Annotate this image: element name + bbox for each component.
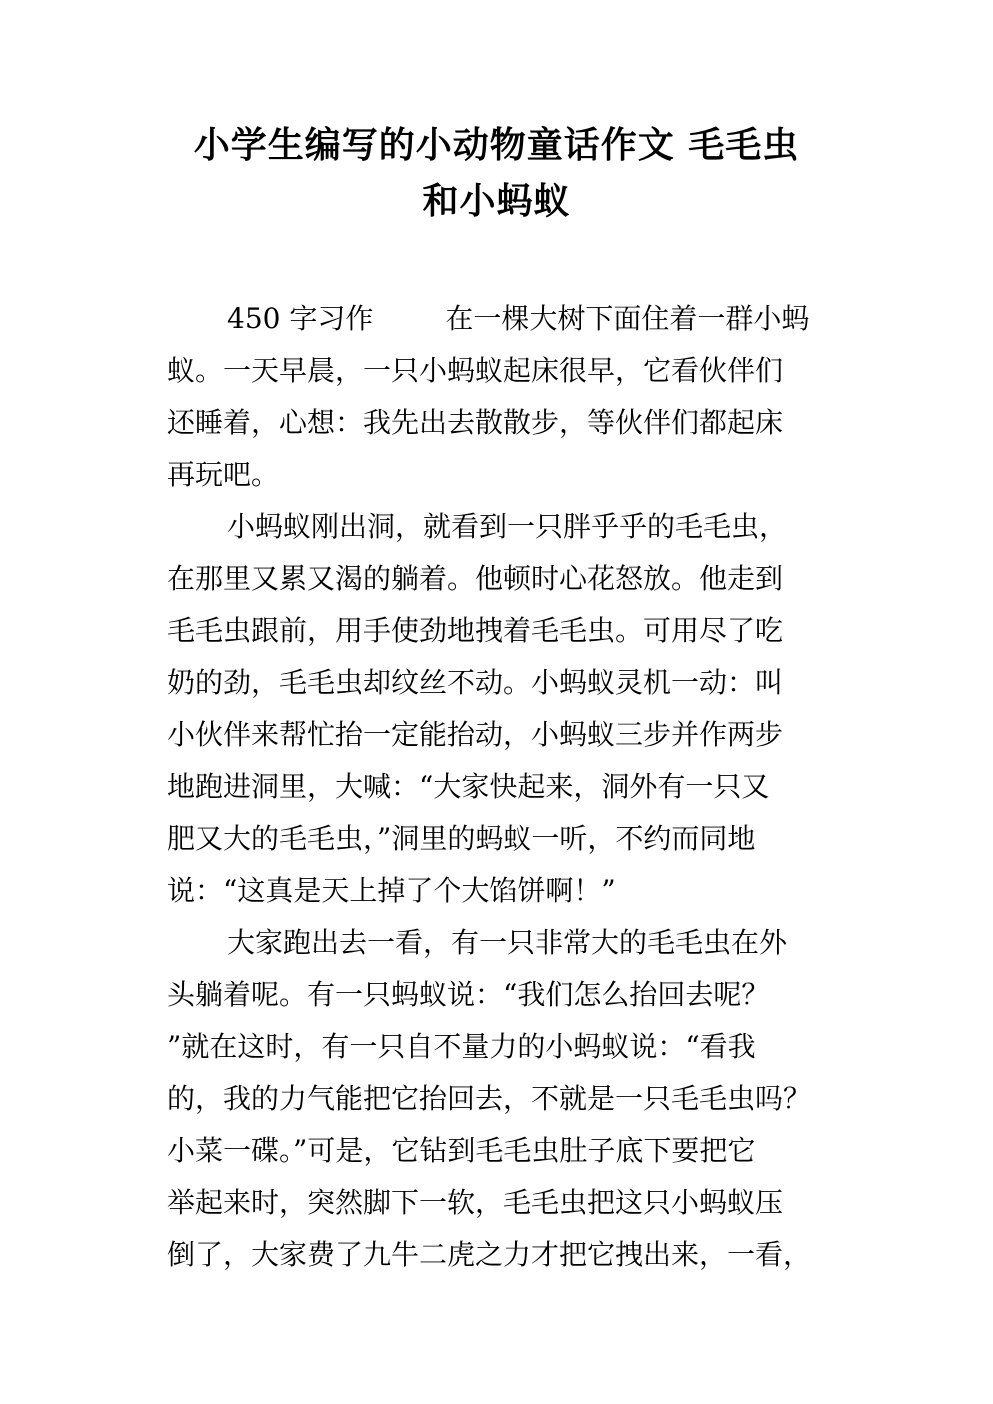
text-line: 还睡着，心想：我先出去散散步，等伙伴们都起床	[167, 406, 784, 439]
text-line: 举起来时，突然脚下一软，毛毛虫把这只小蚂蚁压	[167, 1186, 784, 1219]
paragraph	[167, 293, 827, 501]
text-line: 奶的劲，毛毛虫却纹丝不动。小蚂蚁灵机一动：叫	[167, 666, 784, 699]
text-line: 肥又大的毛毛虫，”洞里的蚂蚁一听，不约而同地	[167, 822, 756, 855]
text-line: 毛毛虫跟前，用手使劲地拽着毛毛虫。可用尽了吃	[167, 614, 784, 647]
paragraph	[167, 917, 827, 1281]
text-line: 倒了，大家费了九牛二虎之力才把它拽出来，一看，	[167, 1238, 812, 1271]
document-title	[150, 118, 843, 230]
title-line: 小学生编写的小动物童话作文 毛毛虫	[193, 125, 800, 166]
document-body	[167, 293, 827, 1281]
text-line: ”就在这时，有一只自不量力的小蚂蚁说：“看我	[167, 1030, 756, 1063]
text-line: 说：“这真是天上掉了个大馅饼啊！”	[167, 874, 616, 907]
text-line: 小伙伴来帮忙抬一定能抬动，小蚂蚁三步并作两步	[167, 718, 784, 751]
text-line: 大家跑出去一看，有一只非常大的毛毛虫在外	[227, 926, 788, 959]
paragraph	[167, 501, 827, 917]
title-line: 和小蚂蚁	[422, 181, 571, 222]
text-line: 头躺着呢。有一只蚂蚁说：“我们怎么抬回去呢？	[167, 978, 770, 1011]
text-line: 在那里又累又渴的躺着。他顿时心花怒放。他走到	[167, 562, 784, 595]
text-line: 再玩吧。	[167, 458, 280, 491]
text-line: 蚁。一天早晨，一只小蚂蚁起床很早，它看伙伴们	[167, 354, 784, 387]
text-line: 的，我的力气能把它抬回去，不就是一只毛毛虫吗？	[167, 1082, 812, 1115]
text-line: 地跑进洞里，大喊：“大家快起来，洞外有一只又	[167, 770, 770, 803]
text-line: 小蚂蚁刚出洞，就看到一只胖乎乎的毛毛虫，	[227, 510, 788, 543]
text-line: 小菜一碟。”可是，它钻到毛毛虫肚子底下要把它	[167, 1134, 756, 1167]
line-text: 在一棵大树下面住着一群小蚂	[445, 302, 810, 335]
line-prefix: 450 字习作	[227, 302, 374, 335]
text-line	[167, 293, 827, 345]
